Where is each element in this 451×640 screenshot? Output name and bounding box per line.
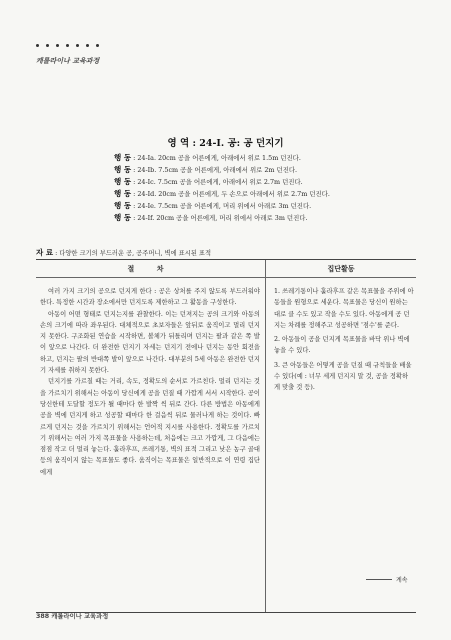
behavior-label: 행 동 <box>114 189 132 198</box>
behavior-text: : 24-Ie. 7.5cm 공을 어른에게, 머리 위에서 아래로 3m 던진다. <box>131 202 312 210</box>
behavior-text: : 24-Ic. 7.5cm 공을 어른에게, 아래에서 위로 2.7m 던진다. <box>131 178 303 186</box>
materials-label: 자 료 <box>36 248 54 257</box>
decorative-dots <box>36 44 99 47</box>
dot-icon <box>76 44 79 47</box>
materials-text: : 다양한 크기의 부드러운 공, 공주머니, 벽에 표시된 표적 <box>53 250 212 257</box>
dot-icon <box>66 44 69 47</box>
behavior-text: : 24-Id. 20cm 공을 어른에게, 두 손으로 아래에서 위로 2.7m 던진다. <box>131 190 330 198</box>
column-divider <box>265 260 266 612</box>
activity-table <box>36 259 416 613</box>
behavior-item <box>114 188 330 200</box>
dot-icon <box>86 44 89 47</box>
behavior-item <box>114 152 330 164</box>
procedure-header: 절 차 <box>36 260 265 278</box>
running-header: 캐롤라이나 교육과정 <box>36 57 100 65</box>
behavior-label: 행 동 <box>114 213 132 222</box>
group-activity-item: 2. 아동들이 공을 던지게 목표물을 바닥 위나 벽에 놓을 수 있다. <box>274 336 410 355</box>
materials-line <box>36 247 211 258</box>
dot-icon <box>46 44 49 47</box>
behavior-list <box>114 152 330 224</box>
behavior-label: 행 동 <box>114 201 132 210</box>
behavior-label: 행 동 <box>114 165 132 174</box>
behavior-item <box>114 200 330 212</box>
behavior-label: 행 동 <box>114 177 132 186</box>
behavior-text: : 24-If. 20cm 공을 어른에게, 머리 위에서 아래로 3m 던진다. <box>131 214 308 222</box>
area-title: 영 역 : 24-I. 공: 공 던지기 <box>167 138 284 149</box>
dot-icon <box>36 44 39 47</box>
behavior-text: : 24-Ib. 7.5cm 공을 어른에게, 아래에서 위로 2m 던진다. <box>131 166 298 174</box>
behavior-label: 행 동 <box>114 153 132 162</box>
continue-rule <box>366 579 392 580</box>
behavior-item <box>114 176 330 188</box>
behavior-text: : 24-Ia. 20cm 공을 어른에게, 아래에서 위로 1.5m 던진다. <box>131 154 301 162</box>
dot-icon <box>56 44 59 47</box>
procedure-paragraph: 여러 가지 크기의 공으로 던지게 한다 : 공은 상처를 주지 않도록 부드러워야 한다. 특정한 시간과 장소에서만 던지도록 제한하고 그 활동을 구성한다. <box>40 288 260 307</box>
procedure-paragraph: 던지기를 가르칠 때는 거리, 속도, 정확도의 순서로 가르친다. 멀리 던지는 것을 가르치기 위해서는 아동이 당신에게 공을 던질 때 가깝게 서서 시작한다. 공이 당신한테 도달할 정도가 될 때마다 한 발짝 씩 뒤로 간다. 다른 방법은 아동에게 공을 벽에 던지게 하고 성공할 때마다 한 걸음씩 뒤로 물러나게 하는 것이다. 빠르게 던지는 것을 가르치기 위해서는 언어적 지시를 사용한다. 정확도를 가르치기 위해서는 여러 가지 목표물을 사용하는데, 처음에는 크고 가깝게, 그 다음에는 점점 작고 더 멀리 놓는다. 훌라후프, 쓰레기통, 벽의 표적 그리고 낮은 농구 골대 등의 움직이지 않는 목표물도 좋다. 움직이는 목표물은 일반적으로 이 연령 집단에게 <box>40 378 260 476</box>
procedure-text <box>40 286 260 478</box>
page-footer: 388 캐롤라이나 교육과정 <box>36 613 109 620</box>
group-activity-text <box>274 286 414 397</box>
dot-icon <box>96 44 99 47</box>
group-activity-item: 3. 큰 아동들은 어떻게 공을 던질 때 규칙들을 배울 수 있다(예 : 너무 세게 던지지 말 것, 공을 정확하게 맞출 것 등). <box>274 361 412 392</box>
behavior-item <box>114 212 330 224</box>
behavior-item <box>114 164 330 176</box>
continue-label: 계속 <box>396 577 408 584</box>
group-activity-item: 1. 쓰레기통이나 훌라후프 같은 목표물을 주위에 아동들을 원형으로 세운다. 목표물은 당신이 원하는 대로 클 수도 있고 작을 수도 있다. 아동에게 공 던지는 차례를 정해주고 성공하면 '점수'를 준다. <box>274 288 414 329</box>
group-activity-header: 집단활동 <box>266 260 416 278</box>
procedure-paragraph: 아동이 어떤 형태로 던지는지를 관찰한다. 이는 던져지는 공의 크기와 아동의 손의 크기에 따라 좌우된다. 대체적으로 초보자들은 앞뒤로 움직이고 멀리 던지지 못한다. 구조화된 연습을 시작하면, 볼체가 뒤틀리며 던지는 팔과 같은 쪽 발이 앞으로 나간다. 더 완전한 던지기 자세는 던지기 전에나 던지는 동안 회전을 하고, 던지는 팔의 반대쪽 발이 앞으로 나간다. 대부분의 5세 아동은 완전한 던지기 자세를 취하지 못한다. <box>40 310 260 375</box>
